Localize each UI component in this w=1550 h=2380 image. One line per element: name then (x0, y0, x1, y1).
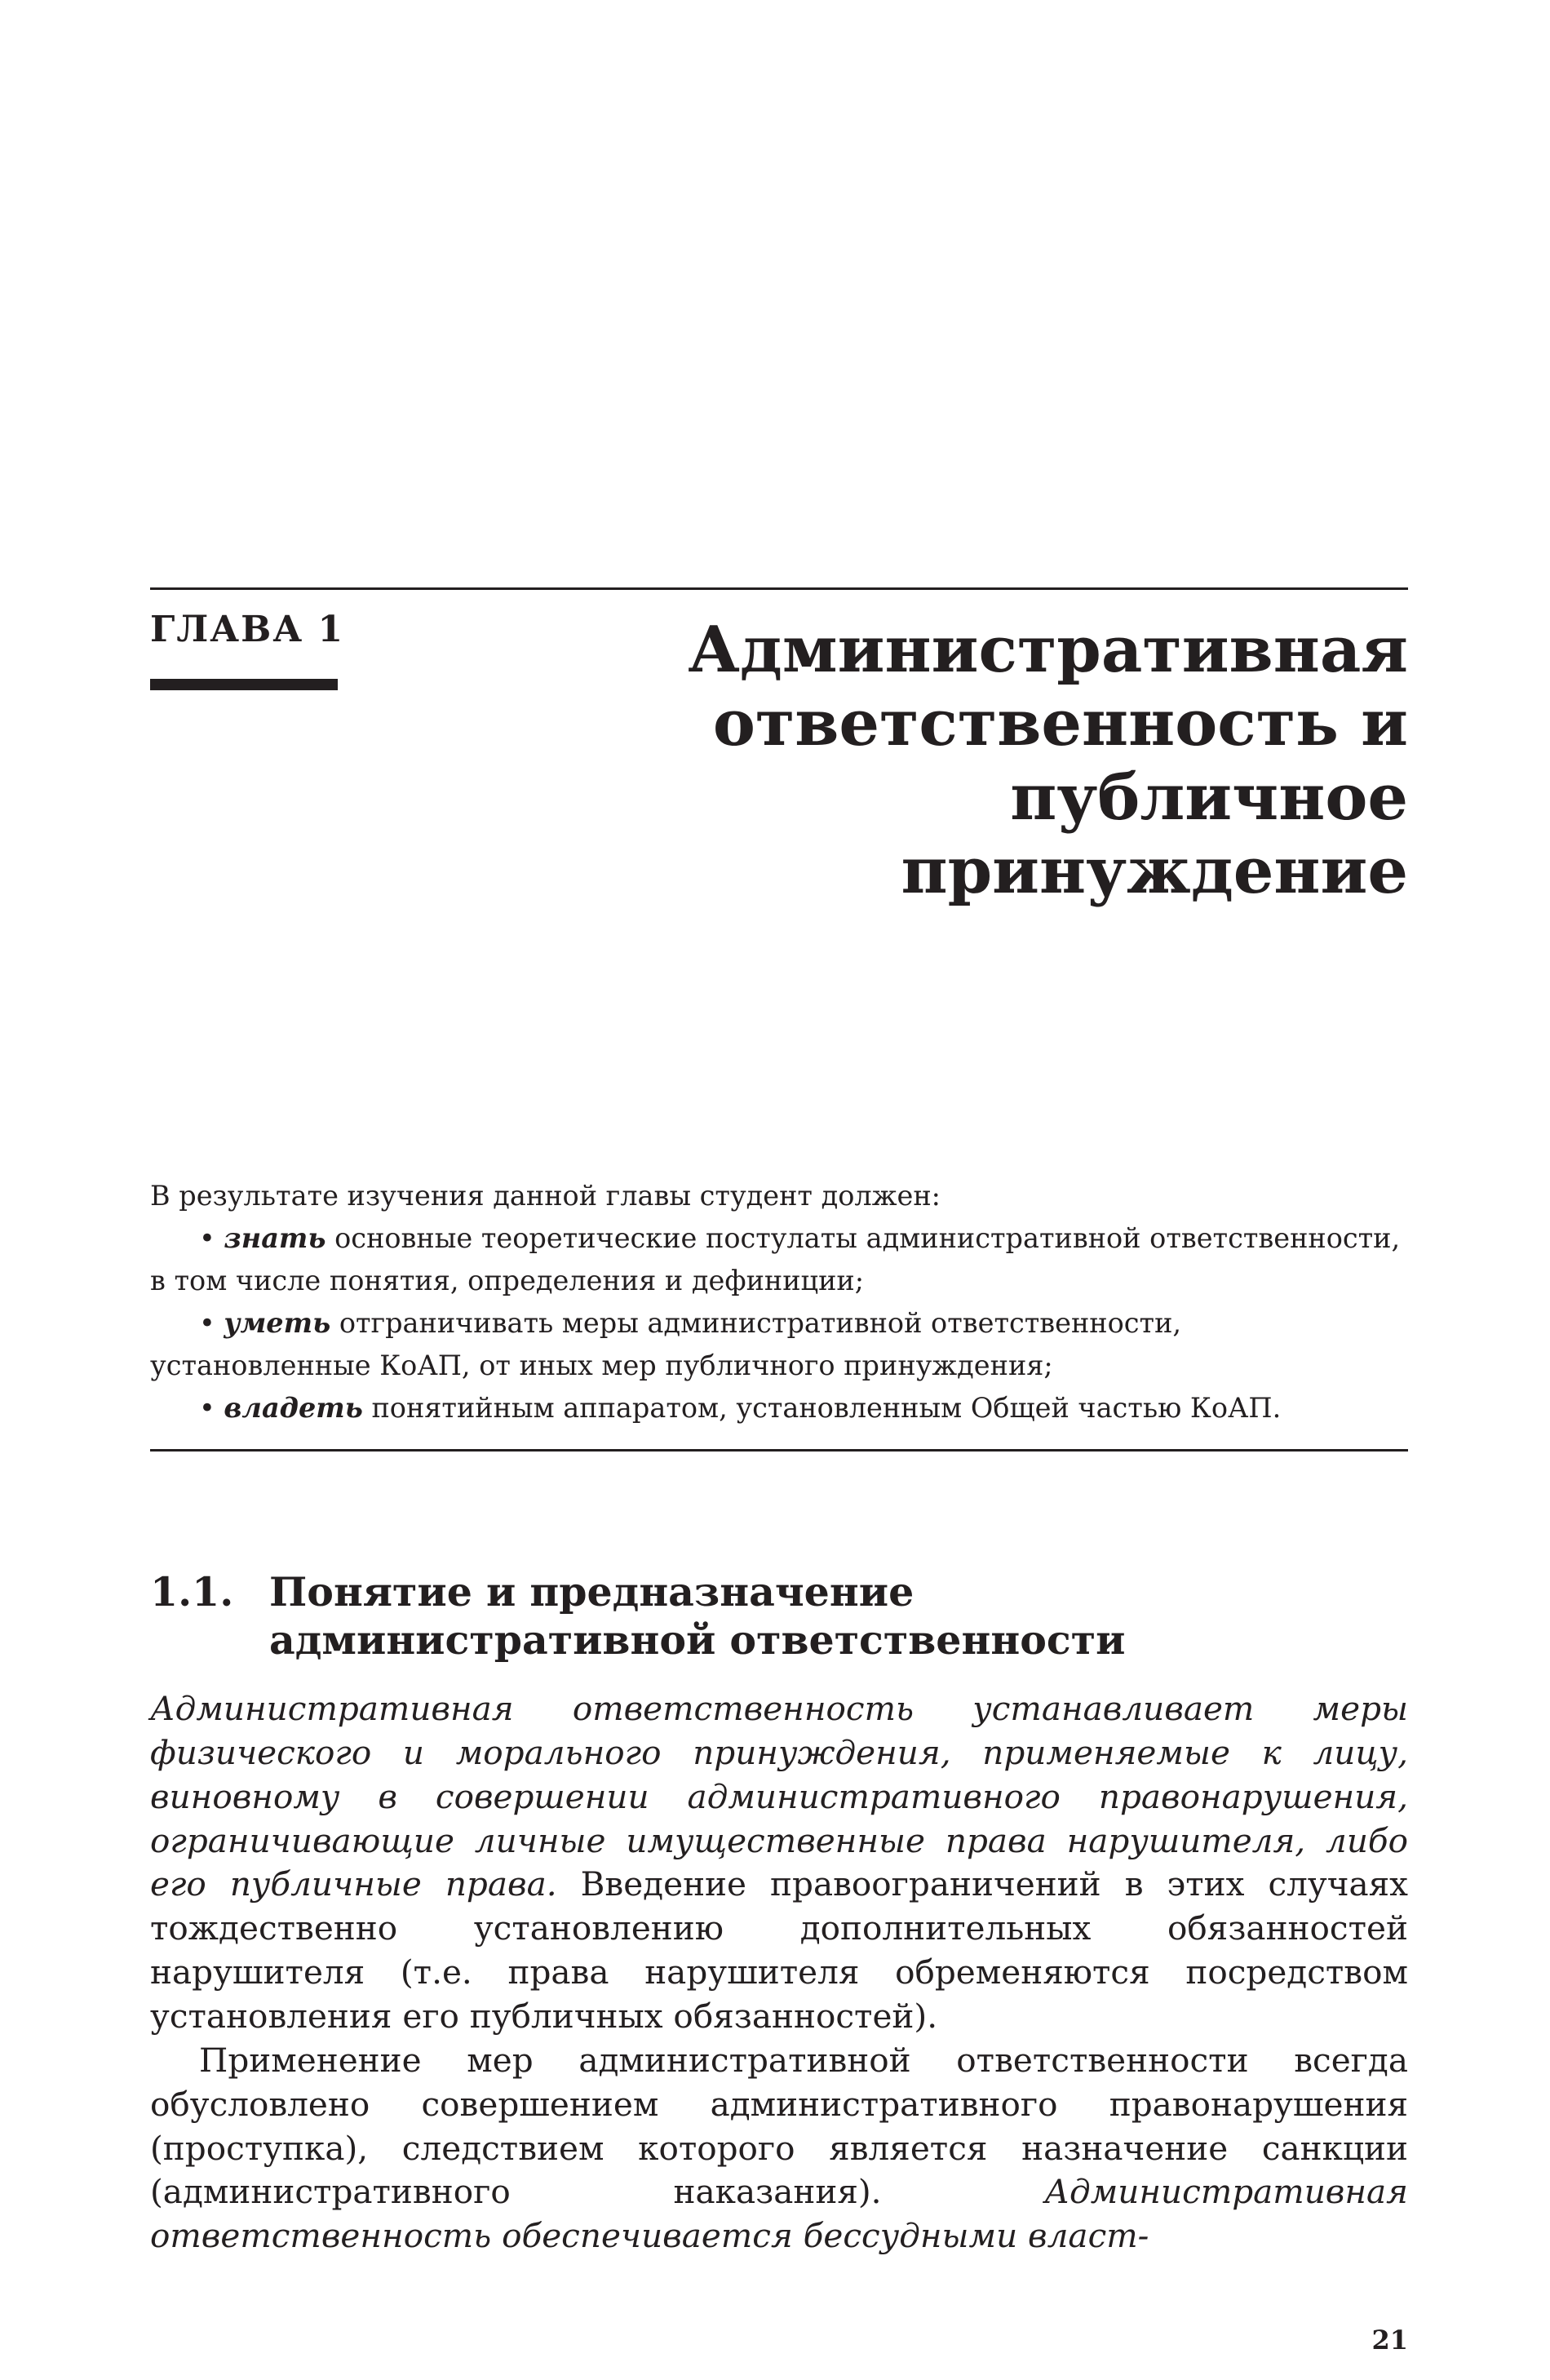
bullet-marker: • (199, 1306, 215, 1339)
page-number: 21 (1371, 2325, 1408, 2356)
objectives-divider (150, 1449, 1408, 1451)
paragraph (150, 2039, 1408, 2258)
chapter-label: ГЛАВА 1 (150, 609, 345, 650)
section-number: 1.1. (150, 1568, 234, 1615)
bullet-marker: • (199, 1391, 215, 1424)
bullet-marker: • (199, 1221, 215, 1254)
emphasis-text: Административная ответственность обеспечивается бессудными власт- (150, 2172, 1408, 2256)
paragraph-text: Применение мер административной ответственности всегда обусловлено совершением административного правонарушения (проступка), следствием которого является назначение санкции (административного наказания). (150, 2040, 1408, 2212)
chapter-title-line: принуждение (901, 834, 1408, 909)
top-divider (150, 587, 1408, 590)
section-title-line: Понятие и предназначение (269, 1568, 914, 1615)
chapter-title (445, 614, 1408, 909)
objective-text: основные теоретические постулаты административной ответственности, в том числе понятия, определения и дефиниции; (150, 1221, 1401, 1296)
section-title-line: административной ответственности (269, 1615, 1126, 1664)
objective-text: отграничивать меры административной ответственности, установленные КоАП, от иных мер публичного принуждения; (150, 1306, 1182, 1381)
paragraph-text: Введение правоограничений в этих случаях тождественно установлению дополнительных обязанностей нарушителя (т.е. права нарушителя обременяются посредством установления его публичных обязанностей). (150, 1864, 1409, 2037)
section-title (269, 1568, 1408, 1664)
chapter-title-line: ответственность и публичное (712, 686, 1408, 835)
chapter-underline (150, 679, 338, 690)
paragraph (150, 1687, 1408, 2039)
objective-item (150, 1387, 1408, 1429)
objective-keyword: владеть (224, 1391, 363, 1424)
objective-keyword: уметь (224, 1306, 331, 1339)
objectives-intro: В результате изучения данной главы студент должен: (150, 1180, 941, 1212)
objective-item (150, 1302, 1408, 1387)
chapter-title-line: Административная (688, 613, 1408, 687)
learning-objectives (150, 1175, 1408, 1429)
body-text (150, 1687, 1408, 2258)
definition-text: Административная ответственность устанавливает меры физического и морального принуждения, применяемые к лицу, виновному в совершении административного правонарушения, ограничивающие личные имущественные права нарушителя, либо его публичные права. (150, 1689, 1408, 1904)
objective-text: понятийным аппаратом, установленным Общей частью КоАП. (362, 1391, 1282, 1424)
objective-keyword: знать (224, 1221, 326, 1254)
objective-item (150, 1217, 1408, 1302)
